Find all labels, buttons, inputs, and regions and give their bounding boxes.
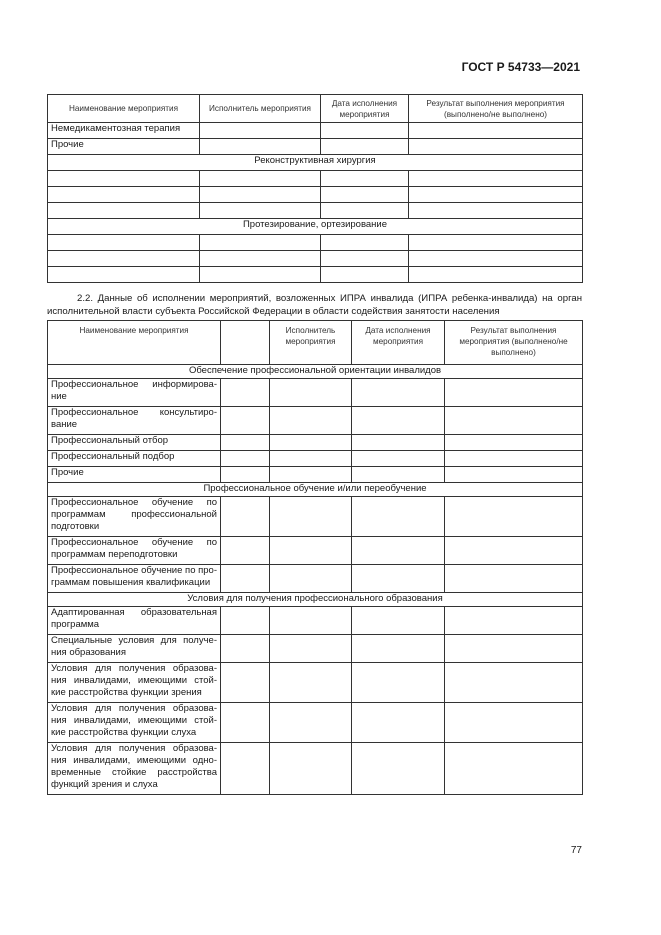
table-cell[interactable]	[270, 703, 352, 743]
table-cell[interactable]	[221, 537, 270, 565]
section-row	[48, 155, 583, 171]
section-row	[48, 483, 583, 497]
table-cell[interactable]	[270, 467, 352, 483]
table-cell[interactable]	[445, 407, 583, 435]
table-row	[48, 251, 583, 267]
section-title: Профессиональное обучение и/или переобучение	[48, 483, 583, 497]
table-cell[interactable]	[409, 187, 583, 203]
table-cell[interactable]	[321, 123, 409, 139]
table-row	[48, 407, 583, 435]
table-row	[48, 565, 583, 593]
table-row	[48, 743, 583, 795]
activity-name: Профессиональное консультиро-вание	[48, 407, 221, 435]
table-cell[interactable]	[445, 467, 583, 483]
table-row	[48, 537, 583, 565]
table-row	[48, 703, 583, 743]
table-cell[interactable]	[445, 451, 583, 467]
table-cell[interactable]	[352, 565, 445, 593]
table-cell[interactable]	[352, 407, 445, 435]
table-cell[interactable]	[48, 251, 200, 267]
column-header-blank	[221, 321, 270, 365]
table-cell[interactable]	[352, 703, 445, 743]
column-header: Наименование мероприятия	[48, 321, 221, 365]
table-cell[interactable]	[409, 267, 583, 283]
table-cell[interactable]	[270, 635, 352, 663]
activity-name: Адаптированная образовательная программа	[48, 607, 221, 635]
table-cell[interactable]	[352, 467, 445, 483]
table-cell[interactable]	[270, 537, 352, 565]
table-row	[48, 123, 583, 139]
table-cell[interactable]	[221, 497, 270, 537]
column-header: Исполнитель мероприятия	[200, 95, 321, 123]
table-cell[interactable]	[200, 171, 321, 187]
table-cell[interactable]	[200, 235, 321, 251]
table-cell[interactable]	[270, 435, 352, 451]
table-cell[interactable]	[321, 267, 409, 283]
activity-name: Профессиональный подбор	[48, 451, 221, 467]
table-cell[interactable]	[200, 267, 321, 283]
table-cell[interactable]	[409, 123, 583, 139]
table-cell[interactable]	[321, 203, 409, 219]
table-cell[interactable]	[445, 703, 583, 743]
table-cell[interactable]	[445, 565, 583, 593]
table-cell[interactable]	[445, 635, 583, 663]
table-cell[interactable]	[221, 663, 270, 703]
table-cell[interactable]	[270, 607, 352, 635]
page-number: 77	[570, 845, 582, 856]
column-header: Результат выполнения мероприятия (выполнено/не выполнено)	[445, 321, 583, 365]
section-row	[48, 593, 583, 607]
activity-name: Профессиональный отбор	[48, 435, 221, 451]
table-cell[interactable]	[200, 123, 321, 139]
table-cell[interactable]	[321, 187, 409, 203]
table-cell[interactable]	[200, 139, 321, 155]
table-cell[interactable]	[352, 379, 445, 407]
table-row	[48, 187, 583, 203]
table-cell[interactable]	[221, 635, 270, 663]
table-row	[48, 235, 583, 251]
activity-name: Профессиональное обучение по программам профессиональной подготовки	[48, 497, 221, 537]
table-cell[interactable]	[445, 435, 583, 451]
table-cell[interactable]	[221, 565, 270, 593]
section-title: Протезирование, ортезирование	[48, 219, 583, 235]
table-cell[interactable]	[352, 435, 445, 451]
table-cell[interactable]	[48, 187, 200, 203]
table-row	[48, 139, 583, 155]
table-cell[interactable]	[221, 435, 270, 451]
table-cell[interactable]	[321, 251, 409, 267]
activity-name: Профессиональное информирова-ние	[48, 379, 221, 407]
table-cell[interactable]	[409, 251, 583, 267]
table-cell[interactable]	[445, 743, 583, 795]
table-cell[interactable]	[445, 497, 583, 537]
column-header: Результат выполнения мероприятия (выполнено/не выполнено)	[409, 95, 583, 123]
table-cell[interactable]	[48, 267, 200, 283]
table-row	[48, 435, 583, 451]
column-header: Дата исполнения мероприятия	[321, 95, 409, 123]
table-cell[interactable]	[352, 497, 445, 537]
activity-name: Профессиональное обучение по про-граммам повышения квалификации	[48, 565, 221, 593]
table-cell[interactable]	[352, 537, 445, 565]
table-cell[interactable]	[445, 663, 583, 703]
document-code: ГОСТ Р 54733—2021	[461, 60, 580, 74]
section-title: Реконструктивная хирургия	[48, 155, 583, 171]
section-paragraph: 2.2. Данные об исполнении мероприятий, возложенных ИПРА инвалида (ИПРА ребенка-инвалида) на орган исполнительной власти субъекта Российской Федерации в области содействия занятости населения	[47, 293, 582, 317]
table-cell[interactable]	[409, 203, 583, 219]
column-header: Наименование мероприятия	[48, 95, 200, 123]
table-cell[interactable]	[445, 537, 583, 565]
section-row	[48, 219, 583, 235]
column-header: Исполнитель мероприятия	[270, 321, 352, 365]
table-row	[48, 171, 583, 187]
table-cell[interactable]	[270, 663, 352, 703]
table-cell[interactable]	[352, 607, 445, 635]
table-row	[48, 267, 583, 283]
table-cell[interactable]	[321, 139, 409, 155]
table-cell[interactable]	[445, 379, 583, 407]
table-cell[interactable]	[221, 607, 270, 635]
table-cell[interactable]	[200, 187, 321, 203]
activities-table-medical	[47, 94, 583, 283]
table-cell[interactable]	[321, 235, 409, 251]
table-cell[interactable]	[221, 467, 270, 483]
table-cell[interactable]	[221, 407, 270, 435]
table-cell[interactable]	[221, 743, 270, 795]
table-cell[interactable]	[352, 743, 445, 795]
section-title: Обеспечение профессиональной ориентации инвалидов	[48, 365, 583, 379]
table-row	[48, 635, 583, 663]
table-cell[interactable]	[221, 379, 270, 407]
table-cell[interactable]	[409, 171, 583, 187]
activity-name: Условия для получения образова-ния инвалидами, имеющими стой-кие расстройства функции слуха	[48, 703, 221, 743]
activity-name: Условия для получения образова-ния инвалидами, имеющими одно-временные стойкие расстройства функций зрения и слуха	[48, 743, 221, 795]
table-cell[interactable]	[352, 635, 445, 663]
activity-name: Условия для получения образова-ния инвалидами, имеющими стой-кие расстройства функции зрения	[48, 663, 221, 703]
table-header-row	[48, 321, 583, 365]
table-cell[interactable]	[409, 139, 583, 155]
table-cell[interactable]	[270, 379, 352, 407]
table-cell[interactable]	[270, 565, 352, 593]
table-cell[interactable]	[48, 235, 200, 251]
table-cell[interactable]	[200, 251, 321, 267]
column-header: Дата исполнения мероприятия	[352, 321, 445, 365]
table-cell[interactable]	[321, 171, 409, 187]
activity-name: Немедикаментозная терапия	[48, 123, 200, 139]
table-cell[interactable]	[270, 743, 352, 795]
table-row	[48, 203, 583, 219]
table-cell[interactable]	[200, 203, 321, 219]
activity-name: Прочие	[48, 467, 221, 483]
table-cell[interactable]	[48, 203, 200, 219]
table-row	[48, 451, 583, 467]
table-row	[48, 497, 583, 537]
activity-name: Прочие	[48, 139, 200, 155]
table-cell[interactable]	[270, 451, 352, 467]
table-cell[interactable]	[221, 451, 270, 467]
table-cell[interactable]	[48, 171, 200, 187]
activities-table-employment	[47, 320, 583, 795]
table-cell[interactable]	[445, 607, 583, 635]
table-row	[48, 607, 583, 635]
table-header-row	[48, 95, 583, 123]
table-row	[48, 663, 583, 703]
section-row	[48, 365, 583, 379]
table-cell[interactable]	[270, 407, 352, 435]
activity-name: Профессиональное обучение по программам переподготовки	[48, 537, 221, 565]
table-row	[48, 467, 583, 483]
table-cell[interactable]	[409, 235, 583, 251]
table-cell[interactable]	[352, 451, 445, 467]
table-cell[interactable]	[352, 663, 445, 703]
activity-name: Специальные условия для получе-ния образования	[48, 635, 221, 663]
table-row	[48, 379, 583, 407]
section-title: Условия для получения профессионального образования	[48, 593, 583, 607]
table-cell[interactable]	[221, 703, 270, 743]
table-cell[interactable]	[270, 497, 352, 537]
